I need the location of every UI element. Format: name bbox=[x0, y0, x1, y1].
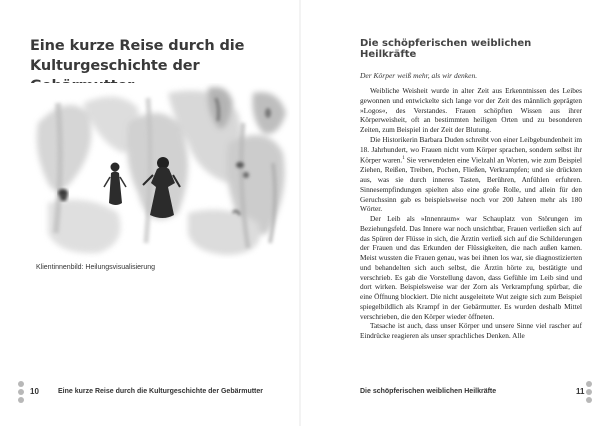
page-number-right: 11 bbox=[576, 387, 585, 396]
paragraph: Der Leib als »Innenraum« war Schauplatz von Störungen im Beziehungsfeld. Das Innere war noch unsichtbar, Frauen verließen sich auf das Spüren der Flüsse in sich, die Ärztin verließ sich auf die Schilderungen der Frauen und das Erkunden der Flüssigkeiten, die nach außen kamen. Meist wussten die Frauen genau, was bei ihnen los war, sie diagnostizierten und behandelten sich auch selbst, die Ärztin hörte zu, bestätigte und verschrieb. Es gab die Vorstellung davon, dass Gefühle im Leib sind und dort wirken. Beispielsweise war der Zorn als Verkrampfung spürbar, die eine Öffnung blockiert. Die nicht ausgeleitete Wut zeigte sich zum Beispiel spiegelbildlich als Krampf in der Gebärmutter. Es wurden deshalb Mittel verschrieben, die den Körper wieder öffneten. bbox=[360, 214, 582, 321]
paragraph: Weibliche Weisheit wurde in alter Zeit aus Erkenntnissen des Leibes gewonnen und entwickelte sich lange vor der Zeit des männlich geprägten »Logos«, des Verstandes. Frauen schöpften Wissen aus ihrer Körperweisheit, oft an bestimmten heiligen Orten und zu besonderen Zeiten, zum Beispiel in der Zeit der Blutung. bbox=[360, 86, 582, 134]
motto: Der Körper weiß mehr, als wir denken. bbox=[360, 71, 478, 80]
running-footer-left: Eine kurze Reise durch die Kulturgeschichte der Gebärmutter bbox=[58, 388, 263, 395]
page-number-left: 10 bbox=[30, 387, 39, 396]
right-page-title: Die schöpferischen weiblichen Heilkräfte bbox=[360, 38, 532, 60]
left-page-title: Eine kurze Reise durch die Kulturgeschichte der bbox=[30, 38, 245, 74]
running-footer-right: Die schöpferischen weiblichen Heilkräfte bbox=[360, 388, 497, 395]
page-dots-left bbox=[18, 381, 25, 405]
body-text bbox=[360, 86, 582, 341]
page-dots-right bbox=[586, 381, 593, 405]
paragraph-part: Sie verwendeten eine Vielzahl an Worten, wie zum Beispiel Ziehen, Reißen, Treiben, Pochen, Fließen, Verkrampfen; und sie drückten aus, was sie durch inneres Tasten, Berühren, Anfühlen erfuhren. Sinnesempfindungen spielten also eine große Rolle, und allein für den Geruchssinn gab es beispielsweise noch vor 200 Jahren mehr als 180 Wörter. bbox=[360, 155, 583, 214]
client-painting-image bbox=[28, 83, 290, 259]
footnote-marker: 1 bbox=[402, 156, 405, 162]
image-caption: Klientinnenbild: Heilungsvisualisierung bbox=[36, 264, 156, 271]
paragraph: Tatsache ist auch, dass unser Körper und unsere Sinne viel rascher auf Eindrücke reagieren als unser sprachliches Denken. Alle bbox=[360, 321, 582, 341]
paragraph bbox=[360, 135, 582, 214]
right-page bbox=[300, 0, 600, 426]
paragraph-part: Die Historikerin Barbara Duden schreibt von einer Leibgebundenheit im 18. Jahrhundert, wo Frauen nicht vom Körper sprachen, sondern selbst ihr Körper waren. bbox=[360, 134, 582, 165]
